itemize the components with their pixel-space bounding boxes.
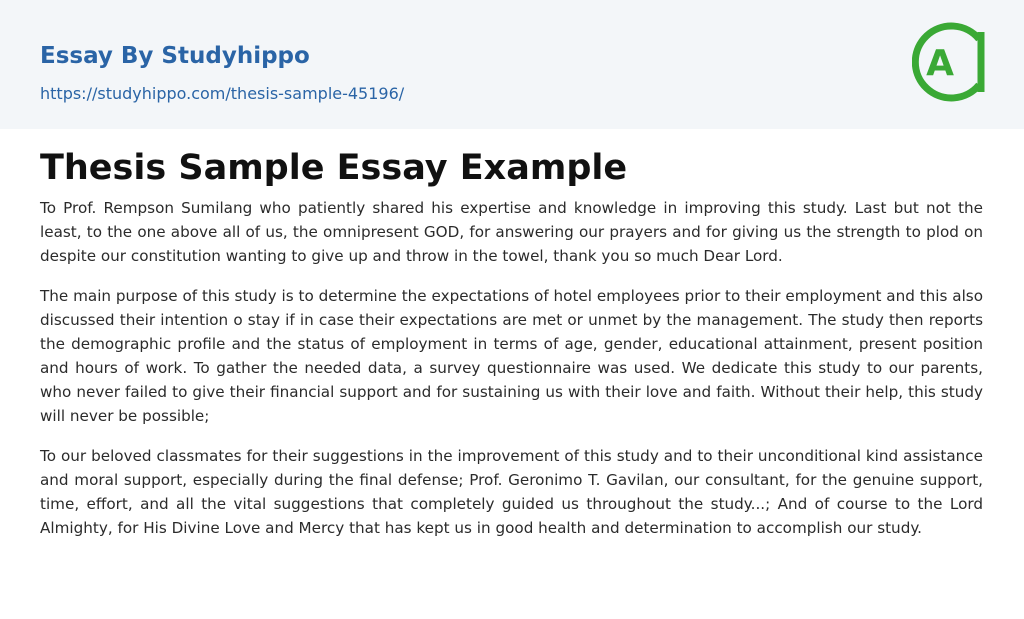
essay-content [40,140,983,556]
letter-a-ring-logo-icon[interactable] [912,18,988,106]
essay-paragraph-3: To our beloved classmates for their suggestions in the improvement of this study and to their unconditional kind assistance and moral support, especially during the final defense; Prof. Geronimo T. Gavilan, our consultant, for the genuine support, time, effort, and all the vital suggestions that completely guided us throughout the study...; And of course to the Lord Almighty, for His Divine Love and Mercy that has kept us in good health and determination to accomplish our study. [40,447,983,537]
essay-paragraph-1: To Prof. Rempson Sumilang who patiently shared his expertise and knowledge in improving this study. Last but not the least, to the one above all of us, the omnipresent GOD, for answering our prayers and for giving us the strength to plod on despite our constitution wanting to give up and throw in the towel, thank you so much Dear Lord. [40,199,983,265]
logo-letter: A [926,43,954,84]
site-header [0,0,1024,129]
essay-paragraph-2: The main purpose of this study is to determine the expectations of hotel employees prior to their employment and this also discussed their intention o stay if in case their expectations are met or unmet by the management. The study then reports the demographic profile and the status of employment in terms of age, gender, educational attainment, present position and hours of work. To gather the needed data, a survey questionnaire was used. We dedicate this study to our parents, who never failed to give their financial support and for sustaining us with their love and faith. Without their help, this study will never be possible; [40,287,983,425]
source-url-link[interactable]: https://studyhippo.com/thesis-sample-45196/ [40,84,405,103]
essay-title: Thesis Sample Essay Example [40,148,628,188]
brand-title[interactable]: Essay By Studyhippo [40,43,310,69]
